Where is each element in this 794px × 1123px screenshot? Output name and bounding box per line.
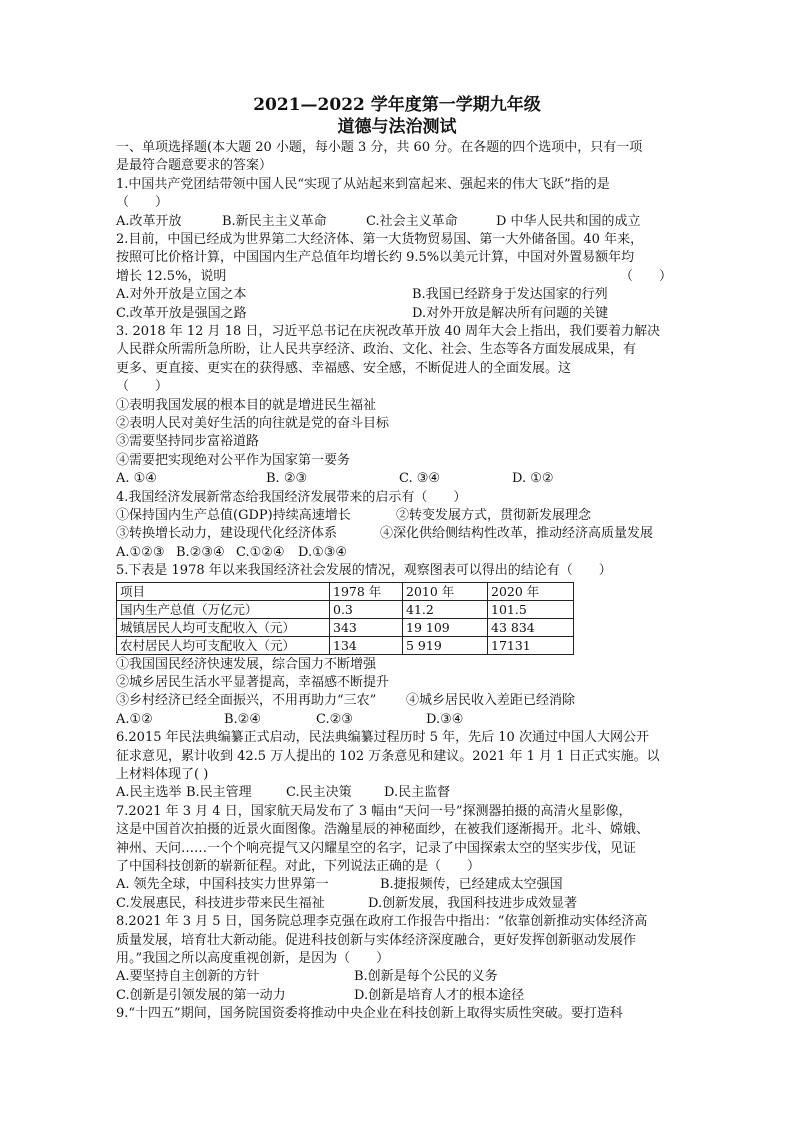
q4-item-3: ③转换增长动力，建设现代化经济体系 bbox=[116, 526, 338, 542]
q7-stem-line1: 7.2021 年 3 月 4 日，国家航天局发布了 3 幅由“天问一号”探测器拍摄的高清火星影像， bbox=[116, 803, 632, 819]
q3-item-2: ②表明人民对美好生活的向往就是党的奋斗目标 bbox=[116, 416, 390, 432]
q7-option-c: C.发展惠民，科技进步带来民生福祉 bbox=[116, 895, 325, 911]
q3-option-a: A. ①④ bbox=[116, 471, 157, 487]
q4-option-b: B.②③④ bbox=[176, 544, 225, 560]
q2-option-c: C.改革开放是强国之路 bbox=[116, 305, 247, 321]
q7-options-row2 bbox=[116, 895, 678, 913]
table-cell: 43 834 bbox=[488, 618, 574, 636]
table-cell: 41.2 bbox=[403, 600, 488, 618]
table-row bbox=[117, 636, 574, 654]
q3-stem-line2: 人民群众所需所急所盼，让人民共享经济、政治、文化、社会、生态等各方面发展成果，有 bbox=[116, 342, 637, 358]
q8-option-c: C.创新是引领发展的第一动力 bbox=[116, 987, 286, 1003]
q6-stem-line2: 征求意见，累计收到 42.5 万人提出的 102 万条意见和建议。2021 年 1 月 1 日正式实施。以 bbox=[116, 748, 660, 764]
q5-data-table bbox=[116, 582, 574, 655]
q2-options-row2 bbox=[116, 305, 678, 323]
table-row bbox=[117, 618, 574, 636]
table-cell: 101.5 bbox=[488, 600, 574, 618]
q8-option-a: A.要坚持自主创新的方针 bbox=[116, 969, 260, 985]
q8-stem-line3: 用。”我国之所以高度重视创新，是因为（ ） bbox=[116, 951, 390, 967]
table-cell: 19 109 bbox=[403, 618, 488, 636]
q8-stem-line2: 质量发展，培育壮大新动能。促进科技创新与实体经济深度融合，更好发挥创新驱动发展作 bbox=[116, 932, 637, 948]
table-header-cell: 2010 年 bbox=[403, 582, 488, 600]
q7-options-row1 bbox=[116, 876, 678, 894]
exam-title-line2: 道德与法治测试 bbox=[337, 117, 457, 137]
q6-option-c: C.民主决策 bbox=[286, 785, 352, 801]
q5-items-row3 bbox=[116, 692, 678, 710]
q1-option-a: A.改革开放 bbox=[116, 213, 182, 229]
q5-item-2: ②城乡居民生活水平显著提高，幸福感不断提升 bbox=[116, 675, 390, 691]
q5-options bbox=[116, 711, 678, 729]
q6-option-b: B.民主管理 bbox=[186, 785, 252, 801]
q7-stem-line4: 了中国科技创新的崭新征程。对此，下列说法正确的是（ ） bbox=[116, 859, 481, 875]
q1-stem-line2: （ ） bbox=[116, 195, 169, 211]
table-cell: 343 bbox=[330, 618, 403, 636]
section-heading-line2: 是最符合题意要求的答案） bbox=[116, 158, 273, 174]
table-header-cell: 项目 bbox=[117, 582, 330, 600]
q7-stem-line3: 神州、天问……一个个响亮提气又闪耀星空的名字，记录了中国探索太空的坚实步伐，见证 bbox=[116, 840, 637, 856]
q4-options bbox=[116, 544, 678, 562]
q4-option-c: C.①②④ bbox=[236, 544, 285, 560]
q6-option-a: A.民主选举 bbox=[116, 785, 182, 801]
table-cell: 城镇居民人均可支配收入（元） bbox=[117, 618, 330, 636]
q4-item-2: ②转变发展方式，贯彻新发展理念 bbox=[396, 508, 592, 524]
q1-options bbox=[116, 213, 678, 231]
q4-option-a: A.①②③ bbox=[116, 544, 165, 560]
exam-title-line1: 2021—2022 学年度第一学期九年级 bbox=[253, 95, 541, 115]
section-heading-line1: 一、单项选择题(本大题 20 小题，每小题 3 分，共 60 分。在各题的四个选项中，只有一项 bbox=[116, 140, 643, 155]
q3-options bbox=[116, 470, 678, 488]
q6-stem-line3: 上材料体现了( ) bbox=[116, 767, 209, 783]
table-cell: 17131 bbox=[488, 636, 574, 654]
q4-items-row2 bbox=[116, 525, 678, 543]
table-cell: 134 bbox=[330, 636, 403, 654]
table-row bbox=[117, 600, 574, 618]
q5-item-4: ④城乡居民收入差距已经消除 bbox=[406, 693, 576, 709]
q1-option-b: B.新民主主义革命 bbox=[222, 213, 327, 229]
q3-stem-line4: （ ） bbox=[116, 379, 169, 395]
q5-option-d: D.③④ bbox=[426, 711, 464, 727]
q3-item-1: ①表明我国发展的根本目的就是增进民生福祉 bbox=[116, 397, 377, 413]
q4-stem: 4.我国经济发展新常态给我国经济发展带来的启示有（ ） bbox=[116, 489, 467, 505]
q4-item-4: ④深化供给侧结构性改革，推动经济高质量发展 bbox=[380, 526, 654, 542]
q8-option-d: D.创新是培育人才的根本途径 bbox=[354, 987, 525, 1003]
q6-stem-line1: 6.2015 年民法典编纂正式启动，民法典编纂过程历时 5 年，先后 10 次通过中国人大网公开 bbox=[116, 730, 649, 746]
q8-options-row2 bbox=[116, 987, 678, 1005]
q3-stem-line1: 3. 2018 年 12 月 18 日，习近平总书记在庆祝改革开放 40 周年大会上指出，我们要着力解决 bbox=[116, 324, 661, 339]
exam-page bbox=[116, 94, 678, 1024]
q5-item-1: ①我国国民经济快速发展，综合国力不断增强 bbox=[116, 656, 377, 672]
q1-option-d: D 中华人民共和国的成立 bbox=[496, 213, 641, 229]
q3-stem-line3: 更多、更直接、更实在的获得感、幸福感、安全感，不断促进人的全面发展。这 bbox=[116, 360, 572, 376]
q2-stem-line1: 2.目前，中国已经成为世界第二大经济体、第一大货物贸易国、第一大外储备国。40 年来， bbox=[116, 232, 644, 248]
q2-options-row1 bbox=[116, 286, 678, 304]
table-header-cell: 2020 年 bbox=[488, 582, 574, 600]
q2-stem-line3: 增长 12.5%，说明 bbox=[116, 268, 227, 284]
q2-stem-line2: 按照可比价格计算，中国国内生产总值年均增长约 9.5%以美元计算，中国对外置易额年均 bbox=[116, 250, 635, 266]
q8-option-b: B.创新是每个公民的义务 bbox=[354, 969, 498, 985]
q8-options-row1 bbox=[116, 968, 678, 986]
q4-items-row1 bbox=[116, 507, 678, 525]
q9-stem-line1: 9.“十四五”期间，国务院国资委将推动中央企业在科技创新上取得实质性突破。要打造科 bbox=[116, 1006, 623, 1022]
q7-option-b: B.捷报频传，已经建成太空强国 bbox=[380, 877, 563, 893]
q2-option-b: B.我国已经跻身于发达国家的行列 bbox=[412, 287, 608, 303]
q2-option-a: A.对外开放是立国之本 bbox=[116, 287, 247, 303]
q5-option-a: A.①② bbox=[116, 711, 153, 727]
table-cell: 农村居民人均可支配收入（元） bbox=[117, 636, 330, 654]
q5-option-b: B.②④ bbox=[224, 711, 261, 727]
q1-option-c: C.社会主义革命 bbox=[366, 213, 458, 229]
q6-option-d: D.民主监督 bbox=[384, 785, 451, 801]
table-header-row bbox=[117, 582, 574, 600]
q3-option-d: D. ①② bbox=[512, 471, 554, 487]
q8-stem-line1: 8.2021 年 3 月 5 日，国务院总理李克强在政府工作报告中指出：“依靠创新推动实体经济高 bbox=[116, 914, 648, 930]
q4-item-1: ①保持国内生产总值(GDP)持续高速增长 bbox=[116, 508, 351, 524]
q2-answer-paren: （ ） bbox=[619, 268, 672, 284]
q3-item-3: ③需要坚持同步富裕道路 bbox=[116, 434, 260, 450]
q2-option-d: D.对外开放是解决所有问题的关键 bbox=[412, 305, 609, 321]
q6-options bbox=[116, 784, 678, 802]
q3-option-c: C. ③④ bbox=[399, 471, 441, 487]
q3-item-4: ④需要把实现绝对公平作为国家第一要务 bbox=[116, 452, 351, 468]
q4-option-d: D.①③④ bbox=[298, 544, 348, 560]
q7-stem-line2: 这是中国首次拍摄的近景火面图像。浩瀚星辰的神秘面纱，在被我们逐渐揭开。北斗、嫦娥、 bbox=[116, 822, 650, 838]
table-header-cell: 1978 年 bbox=[330, 582, 403, 600]
q1-stem-line1: 1.中国共产党团结带领中国人民“实现了从站起来到富起来、强起来的伟大飞跃”指的是 bbox=[116, 176, 610, 192]
table-cell: 0.3 bbox=[330, 600, 403, 618]
q2-stem-line3-row bbox=[116, 268, 678, 286]
q5-stem: 5.下表是 1978 年以来我国经济社会发展的情况，观察图表可以得出的结论有（ ） bbox=[116, 563, 612, 579]
q3-option-b: B. ②③ bbox=[266, 471, 308, 487]
table-cell: 国内生产总值（万亿元） bbox=[117, 600, 330, 618]
q7-option-a: A. 领先全球，中国科技实力世界第一 bbox=[116, 877, 329, 893]
q7-option-d: D.创新发展，我国科技进步成效显著 bbox=[368, 895, 578, 911]
q5-option-c: C.②③ bbox=[316, 711, 353, 727]
q5-item-3: ③乡村经济已经全面振兴，不用再助力“三农” bbox=[116, 693, 377, 709]
table-cell: 5 919 bbox=[403, 636, 488, 654]
